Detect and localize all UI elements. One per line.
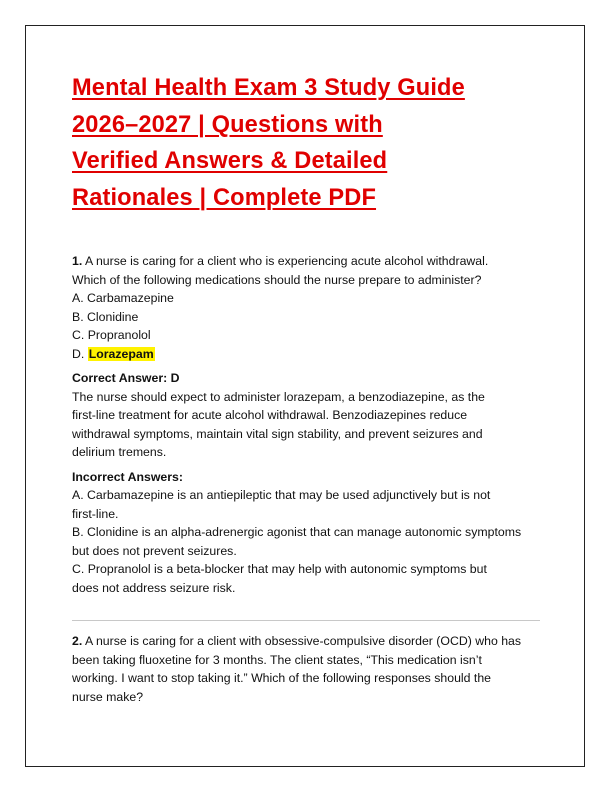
- document-title: [72, 70, 542, 216]
- highlighted-correct-option: Lorazepam: [88, 346, 154, 361]
- title-line: Verified Answers & Detailed: [72, 148, 388, 174]
- title-line: Mental Health Exam 3 Study Guide: [72, 75, 465, 101]
- question-number: 2.: [72, 634, 83, 648]
- rationale-line: delirium tremens.: [72, 445, 167, 459]
- question-stem-line: been taking fluoxetine for 3 months. The client states, “This medication isn’t: [72, 652, 482, 667]
- question-stem: [72, 632, 542, 651]
- rationale-line: The nurse should expect to administer lorazepam, a benzodiazepine, as the: [72, 389, 485, 404]
- incorrect-rationale-line: A. Carbamazepine is an antiepileptic that may be used adjunctively but is not: [72, 488, 491, 502]
- incorrect-rationale-line: first-line.: [72, 506, 119, 521]
- title-line: 2026–2027 | Questions with: [72, 111, 383, 138]
- answer-option-c: [72, 326, 542, 345]
- rationale-line: withdrawal symptoms, maintain vital sign stability, and prevent seizures and: [72, 426, 483, 441]
- question-stem-line: Which of the following medications should the nurse prepare to administer?: [72, 272, 482, 287]
- answer-option-a: [72, 289, 542, 308]
- incorrect-rationale-line: C. Propranolol is a beta-blocker that may help with autonomic symptoms but: [72, 562, 487, 576]
- question-stem-line: working. I want to stop taking it.” Which of the following responses should the: [72, 671, 491, 685]
- option-text: Propranolol: [87, 328, 151, 342]
- correct-answer-label: Correct Answer: D: [72, 371, 180, 385]
- question-stem-line: A nurse is caring for a client with obsessive-compulsive disorder (OCD) who has: [85, 634, 522, 648]
- question-stem-line: nurse make?: [72, 689, 144, 704]
- title-line: Rationales | Complete PDF: [72, 184, 377, 211]
- rationale-line: first-line treatment for acute alcohol withdrawal. Benzodiazepines reduce: [72, 408, 468, 422]
- question-stem-line: A nurse is caring for a client who is experiencing acute alcohol withdrawal.: [85, 254, 489, 268]
- option-letter: D.: [72, 346, 85, 361]
- question-stem: [72, 252, 542, 271]
- option-text: Carbamazepine: [87, 291, 174, 305]
- option-letter: C.: [72, 328, 85, 342]
- question-divider: [72, 620, 540, 621]
- incorrect-answers-label: Incorrect Answers:: [72, 469, 183, 484]
- option-letter: B.: [72, 309, 84, 324]
- answer-option-b: [72, 308, 542, 327]
- answer-option-d: [72, 345, 542, 364]
- incorrect-rationale-line: B. Clonidine is an alpha-adrenergic agonist that can manage autonomic symptoms: [72, 525, 522, 539]
- question-2: [72, 632, 542, 706]
- option-text: Clonidine: [87, 309, 139, 324]
- question-1: [72, 252, 542, 597]
- question-number: 1.: [72, 254, 83, 268]
- document-header: [72, 70, 542, 216]
- incorrect-rationale-line: but does not prevent seizures.: [72, 543, 237, 558]
- option-letter: A.: [72, 291, 84, 305]
- incorrect-rationale-line: does not address seizure risk.: [72, 580, 236, 595]
